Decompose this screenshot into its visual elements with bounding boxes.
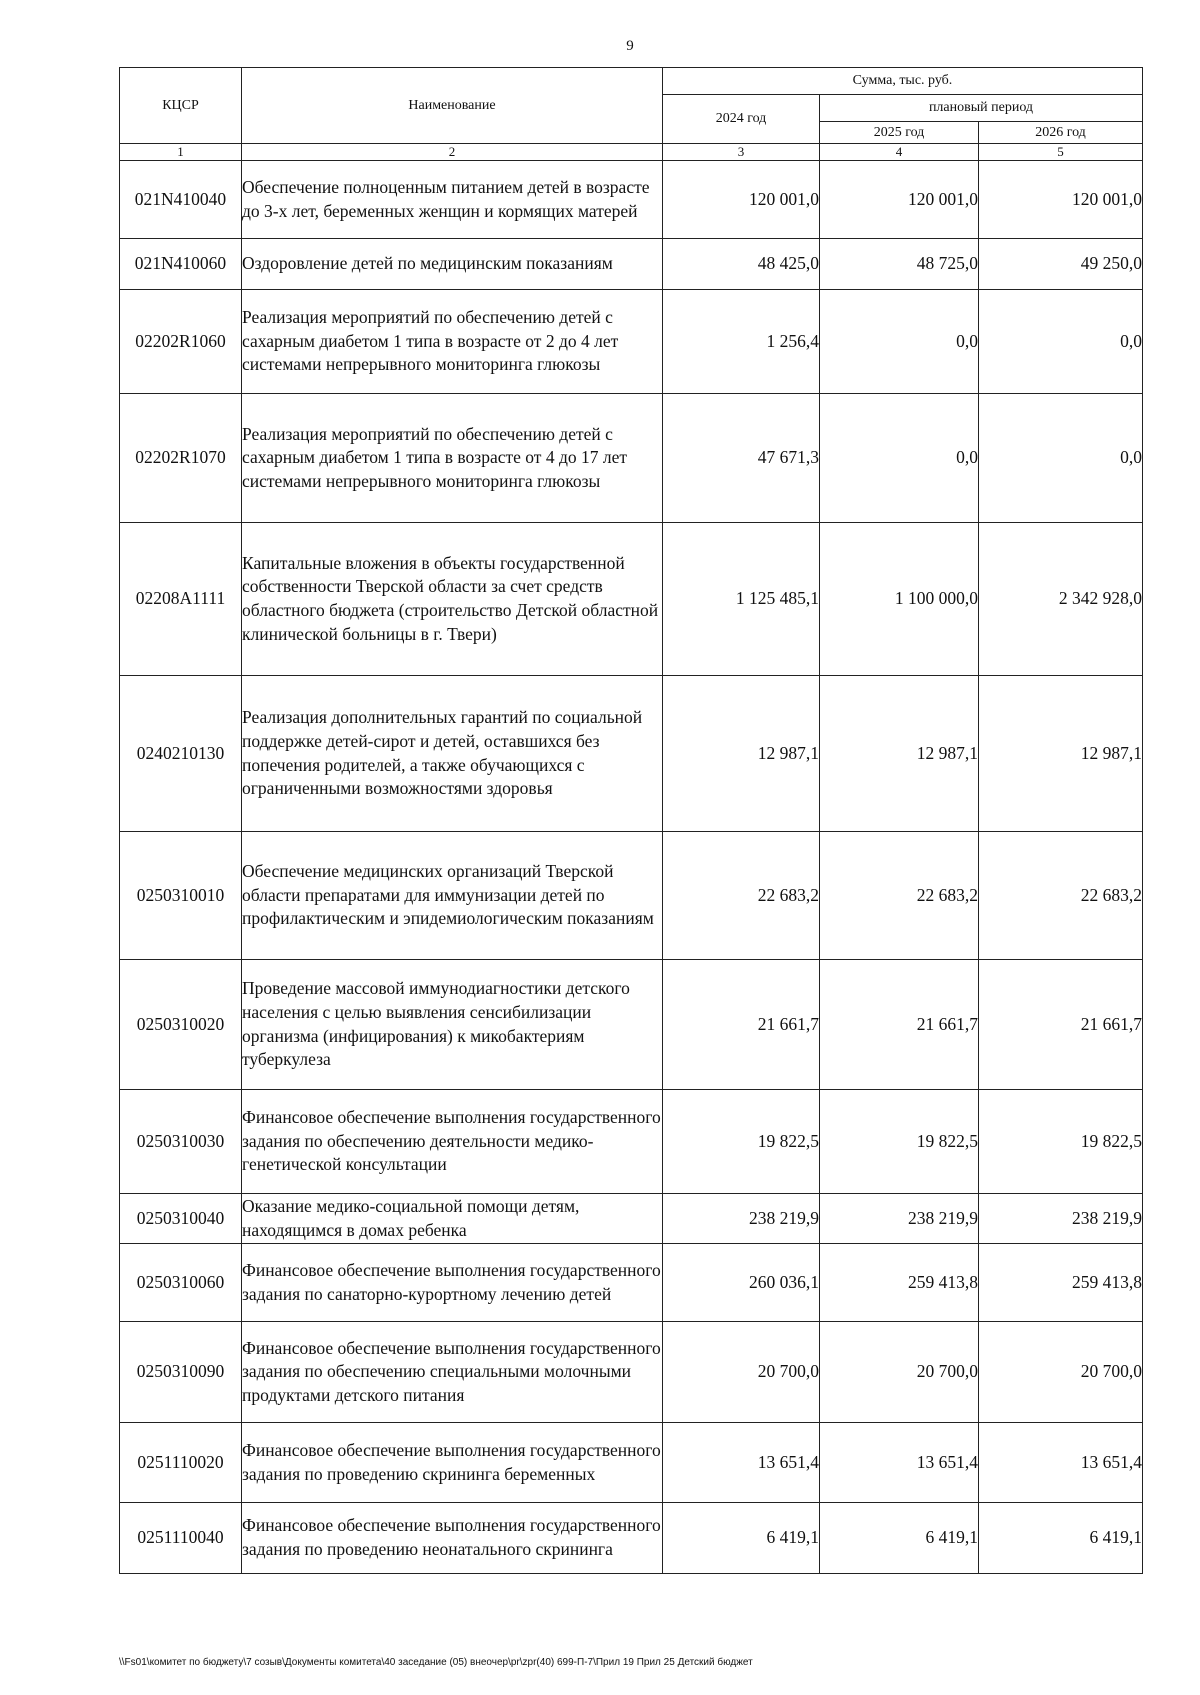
table-row [120, 1244, 1143, 1322]
amount-2024: 6 419,1 [663, 1503, 820, 1574]
row-code: 0250310060 [120, 1244, 242, 1322]
amount-2026: 120 001,0 [979, 161, 1143, 239]
amount-2025: 19 822,5 [820, 1090, 979, 1194]
row-code: 0250310030 [120, 1090, 242, 1194]
table-body [120, 161, 1143, 1574]
amount-2025: 259 413,8 [820, 1244, 979, 1322]
amount-2025: 120 001,0 [820, 161, 979, 239]
amount-2026: 22 683,2 [979, 832, 1143, 960]
row-name: Проведение массовой иммунодиагностики детского населения с целью выявления сенсибилизации организма (инфицирования) к микобактериям туберкулеза [242, 960, 663, 1090]
row-name: Оздоровление детей по медицинским показаниям [242, 239, 663, 290]
amount-2026: 20 700,0 [979, 1322, 1143, 1423]
amount-2025: 1 100 000,0 [820, 523, 979, 676]
amount-2026: 21 661,7 [979, 960, 1143, 1090]
row-name: Оказание медико-социальной помощи детям, находящимся в домах ребенка [242, 1194, 663, 1244]
table-row [120, 832, 1143, 960]
row-code: 02202R1070 [120, 394, 242, 523]
row-code: 0250310040 [120, 1194, 242, 1244]
amount-2024: 12 987,1 [663, 676, 820, 832]
row-code: 021N410040 [120, 161, 242, 239]
amount-2026: 238 219,9 [979, 1194, 1143, 1244]
table-row [120, 394, 1143, 523]
amount-2025: 20 700,0 [820, 1322, 979, 1423]
row-code: 02202R1060 [120, 290, 242, 394]
row-code: 0240210130 [120, 676, 242, 832]
amount-2026: 49 250,0 [979, 239, 1143, 290]
amount-2024: 1 256,4 [663, 290, 820, 394]
amount-2024: 21 661,7 [663, 960, 820, 1090]
budget-table [119, 67, 1143, 1574]
column-number: 4 [820, 144, 979, 161]
row-code: 0250310010 [120, 832, 242, 960]
row-name: Реализация мероприятий по обеспечению детей с сахарным диабетом 1 типа в возрасте от 4 до 17 лет системами непрерывного мониторинга глюкозы [242, 394, 663, 523]
row-name: Финансовое обеспечение выполнения государственного задания по обеспечению деятельности медико-генетической консультации [242, 1090, 663, 1194]
amount-2025: 6 419,1 [820, 1503, 979, 1574]
table-row [120, 1090, 1143, 1194]
amount-2026: 0,0 [979, 290, 1143, 394]
amount-2024: 120 001,0 [663, 161, 820, 239]
footer-file-path: \\Fs01\комитет по бюджету\7 созыв\Документы комитета\40 заседание (05) внеочер\pr\zpr(40) 699-П-7\Прил 19 Прил 25 Детский бюджет [119, 1657, 753, 1668]
table-row [120, 239, 1143, 290]
amount-2026: 0,0 [979, 394, 1143, 523]
table-row [120, 290, 1143, 394]
amount-2024: 48 425,0 [663, 239, 820, 290]
row-code: 0250310090 [120, 1322, 242, 1423]
column-number: 1 [120, 144, 242, 161]
amount-2025: 13 651,4 [820, 1423, 979, 1503]
header-year-2025: 2025 год [820, 122, 979, 144]
table-row [120, 676, 1143, 832]
header-year-2026: 2026 год [979, 122, 1143, 144]
amount-2025: 21 661,7 [820, 960, 979, 1090]
amount-2025: 238 219,9 [820, 1194, 979, 1244]
amount-2026: 12 987,1 [979, 676, 1143, 832]
header-code: КЦСР [120, 68, 242, 144]
amount-2024: 19 822,5 [663, 1090, 820, 1194]
row-name: Реализация дополнительных гарантий по социальной поддержке детей-сирот и детей, оставшихся без попечения родителей, а также обучающихся с ограниченными возможностями здоровья [242, 676, 663, 832]
amount-2025: 0,0 [820, 290, 979, 394]
row-name: Финансовое обеспечение выполнения государственного задания по обеспечению специальными молочными продуктами детского питания [242, 1322, 663, 1423]
table-row [120, 523, 1143, 676]
amount-2025: 12 987,1 [820, 676, 979, 832]
table-row [120, 960, 1143, 1090]
row-name: Обеспечение полноценным питанием детей в возрасте до 3-х лет, беременных женщин и кормящих матерей [242, 161, 663, 239]
column-number: 2 [242, 144, 663, 161]
header-name: Наименование [242, 68, 663, 144]
column-number: 5 [979, 144, 1143, 161]
amount-2026: 259 413,8 [979, 1244, 1143, 1322]
table-header [120, 68, 1143, 161]
row-name: Обеспечение медицинских организаций Тверской области препаратами для иммунизации детей по профилактическим и эпидемиологическим показаниям [242, 832, 663, 960]
row-name: Финансовое обеспечение выполнения государственного задания по санаторно-курортному лечению детей [242, 1244, 663, 1322]
table-row [120, 1194, 1143, 1244]
amount-2025: 0,0 [820, 394, 979, 523]
row-code: 02208A1111 [120, 523, 242, 676]
header-plan-period: плановый период [820, 95, 1143, 122]
amount-2024: 238 219,9 [663, 1194, 820, 1244]
table-row [120, 1322, 1143, 1423]
amount-2026: 6 419,1 [979, 1503, 1143, 1574]
table-row [120, 161, 1143, 239]
header-year-2024: 2024 год [663, 95, 820, 144]
row-code: 0250310020 [120, 960, 242, 1090]
amount-2026: 19 822,5 [979, 1090, 1143, 1194]
row-code: 0251110020 [120, 1423, 242, 1503]
table-row [120, 1503, 1143, 1574]
amount-2024: 1 125 485,1 [663, 523, 820, 676]
amount-2024: 20 700,0 [663, 1322, 820, 1423]
row-name: Капитальные вложения в объекты государственной собственности Тверской области за счет средств областного бюджета (строительство Детской областной клинической больницы в г. Твери) [242, 523, 663, 676]
column-number: 3 [663, 144, 820, 161]
amount-2026: 2 342 928,0 [979, 523, 1143, 676]
row-code: 021N410060 [120, 239, 242, 290]
amount-2024: 13 651,4 [663, 1423, 820, 1503]
header-sum: Сумма, тыс. руб. [663, 68, 1143, 95]
amount-2024: 47 671,3 [663, 394, 820, 523]
row-name: Финансовое обеспечение выполнения государственного задания по проведению неонатального скрининга [242, 1503, 663, 1574]
row-name: Реализация мероприятий по обеспечению детей с сахарным диабетом 1 типа в возрасте от 2 до 4 лет системами непрерывного мониторинга глюкозы [242, 290, 663, 394]
table-row [120, 1423, 1143, 1503]
row-code: 0251110040 [120, 1503, 242, 1574]
amount-2025: 22 683,2 [820, 832, 979, 960]
row-name: Финансовое обеспечение выполнения государственного задания по проведению скрининга беременных [242, 1423, 663, 1503]
amount-2026: 13 651,4 [979, 1423, 1143, 1503]
amount-2024: 22 683,2 [663, 832, 820, 960]
page-number: 9 [626, 38, 634, 54]
amount-2024: 260 036,1 [663, 1244, 820, 1322]
amount-2025: 48 725,0 [820, 239, 979, 290]
